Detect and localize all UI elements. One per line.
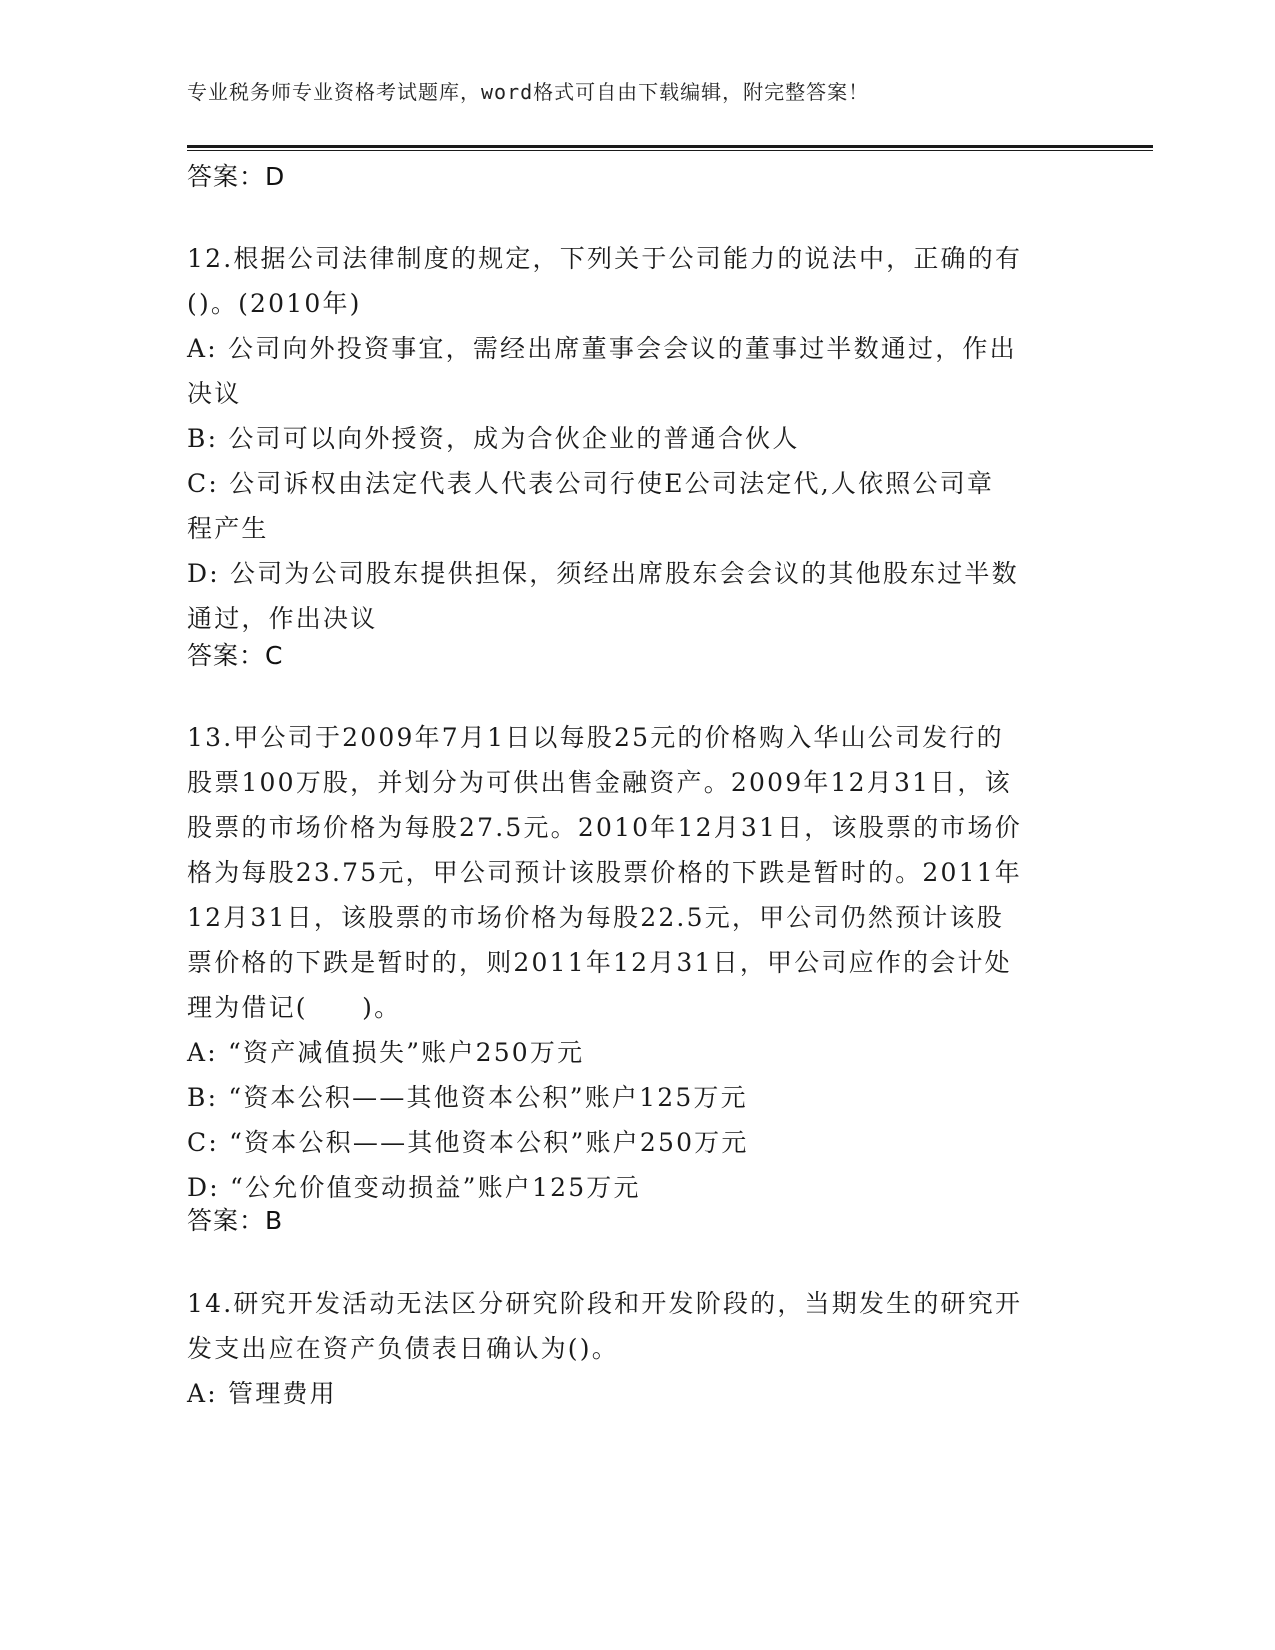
question-12-option-b: B: 公司可以向外授资，成为合伙企业的普通合伙人: [187, 424, 800, 453]
question-13-stem-line-4: 格为每股23.75元，甲公司预计该股票价格的下跌是暂时的。2011年: [187, 858, 1022, 887]
question-13-option-c: C: “资本公积——其他资本公积”账户250万元: [187, 1128, 749, 1157]
question-14-stem-line-1: 14.研究开发活动无法区分研究阶段和开发阶段的，当期发生的研究开: [187, 1289, 1023, 1318]
question-13: [187, 715, 1087, 1210]
question-13-stem-line-6: 票价格的下跌是暂时的，则2011年12月31日，甲公司应作的会计处: [187, 948, 1012, 977]
question-13-stem-line-3: 股票的市场价格为每股27.5元。2010年12月31日，该股票的市场价: [187, 813, 1022, 842]
answer-q11: 答案：D: [187, 162, 286, 191]
question-14-stem-line-2: 发支出应在资产负债表日确认为()。: [187, 1334, 619, 1363]
question-13-option-b: B: “资本公积——其他资本公积”账户125万元: [187, 1083, 748, 1112]
question-12-stem-line-2: ()。(2010年): [187, 289, 362, 318]
question-12-stem-line-1: 12.根据公司法律制度的规定，下列关于公司能力的说法中，正确的有: [187, 244, 1023, 273]
question-12-option-c-line-1: C: 公司诉权由法定代表人代表公司行使E公司法定代,人依照公司章: [187, 469, 995, 498]
question-14: [187, 1281, 1087, 1416]
answer-q12: 答案：C: [187, 641, 284, 670]
question-13-option-d: D: “公允价值变动损益”账户125万元: [187, 1173, 641, 1202]
question-13-option-a: A: “资产减值损失”账户250万元: [187, 1038, 585, 1067]
question-12-option-d-line-1: D: 公司为公司股东提供担保，须经出席股东会会议的其他股东过半数: [187, 559, 1019, 588]
question-12-option-a-line-2: 决议: [187, 379, 242, 408]
question-13-stem-line-5: 12月31日，该股票的市场价格为每股22.5元，甲公司仍然预计该股: [187, 903, 1004, 932]
page-header: 专业税务师专业资格考试题库，word格式可自由下载编辑，附完整答案！: [187, 80, 870, 104]
question-12-option-a-line-1: A: 公司向外投资事宜，需经出席董事会会议的董事过半数通过，作出: [187, 334, 1017, 363]
question-12-option-d-line-2: 通过，作出决议: [187, 604, 378, 633]
header-rule-thick: [187, 145, 1153, 148]
question-13-stem-line-1: 13.甲公司于2009年7月1日以每股25元的价格购入华山公司发行的: [187, 723, 1004, 752]
question-13-stem-line-7: 理为借记( )。: [187, 993, 402, 1022]
header-rule-thin: [187, 150, 1153, 151]
answer-q13: 答案：B: [187, 1206, 284, 1235]
question-14-option-a: A: 管理费用: [187, 1379, 337, 1408]
question-12: [187, 236, 1087, 641]
question-13-stem-line-2: 股票100万股，并划分为可供出售金融资产。2009年12月31日，该: [187, 768, 1012, 797]
question-12-option-c-line-2: 程产生: [187, 514, 269, 543]
